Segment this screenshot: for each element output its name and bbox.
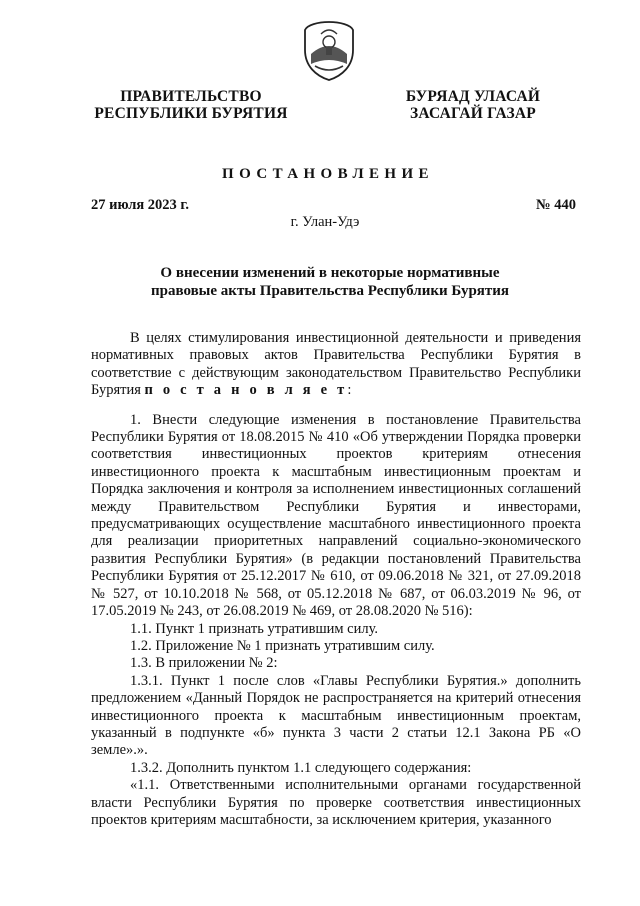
paragraph-1-1: 1.1. Пункт 1 признать утратившим силу.: [130, 620, 379, 637]
gov-line-1: ПРАВИТЕЛЬСТВО: [120, 88, 262, 105]
government-name-buryat: [398, 88, 548, 122]
title-line-2: правовые акты Правительства Республики Бурятия: [150, 283, 510, 299]
resolves-colon: :: [347, 382, 352, 399]
preamble-text: В целях стимулирования инвестиционной деятельности и приведения нормативных правовых актов Правительства Республики Бурятия в соответствие с действующим законодательством Правительство Республики Бурятия: [91, 330, 581, 399]
paragraph-1-2: 1.2. Приложение № 1 признать утратившим силу.: [130, 637, 435, 654]
document-type: ПОСТАНОВЛЕНИЕ: [222, 166, 434, 182]
document-title: [120, 264, 540, 300]
gov-buryat-line-2: ЗАСАГАЙ ГАЗАР: [410, 105, 536, 122]
document-city: г. Улан-Удэ: [290, 214, 360, 230]
paragraph-1-3: 1.3. В приложении № 2:: [130, 655, 278, 672]
title-line-1: О внесении изменений в некоторые нормативные: [160, 265, 500, 281]
coat-of-arms-icon: [302, 20, 356, 82]
gov-line-2: РЕСПУБЛИКИ БУРЯТИЯ: [94, 105, 288, 122]
document-body: [91, 330, 581, 829]
paragraph-1-3-2: 1.3.2. Дополнить пунктом 1.1 следующего содержания:: [130, 759, 472, 776]
gov-buryat-line-1: БУРЯАД УЛАСАЙ: [405, 88, 541, 105]
resolves-word: п о с т а н о в л я е т: [144, 382, 348, 399]
paragraph-1: 1. Внести следующие изменения в постановление Правительства Республики Бурятия от 18.08.2015 № 410 «Об утверждении Порядка проверки соответствия инвестиционных проектов критериям отнесения инвестиционного проекта к масштабным инвестиционным проектам и Порядка заключения и контроля за исполнением инвестиционных соглашений между Правительством Республики Бурятия и инвесторами, предусматривающих осуществление масштабного инвестиционного проекта для реализации приоритетных направлений социально-экономического развития Республики Бурятия» (в редакции постановлений Правительства Республики Бурятия от 25.12.2017 № 610, от 09.06.2018 № 321, от 27.09.2018 № 527, от 10.10.2018 № 568, от 05.12.2018 № 687, от 06.03.2019 № 96, от 17.05.2019 № 243, от 26.08.2019 № 469, от 28.08.2020 № 516):: [91, 411, 581, 620]
paragraph-1-3-1: 1.3.1. Пункт 1 после слов «Главы Республики Бурятия.» дополнить предложением «Данный Порядок не распространяется на критерий отнесения инвестиционного проекта к масштабным инвестиционным проектам, указанный в подпункте «б» пункта 3 части 2 статьи 12.1 Закона РБ «О земле».».: [91, 672, 581, 759]
paragraph-new-1-1: «1.1. Ответственными исполнительными органами государственной власти Республики Бурятия по проверке соответствия инвестиционных проектов критериям масштабности, за исключением критерия, указанного: [91, 777, 581, 828]
preamble-paragraph: [91, 330, 581, 400]
document-date: 27 июля 2023 г.: [91, 197, 190, 213]
government-name-russian: [86, 88, 296, 122]
document-number: № 440: [536, 197, 576, 213]
